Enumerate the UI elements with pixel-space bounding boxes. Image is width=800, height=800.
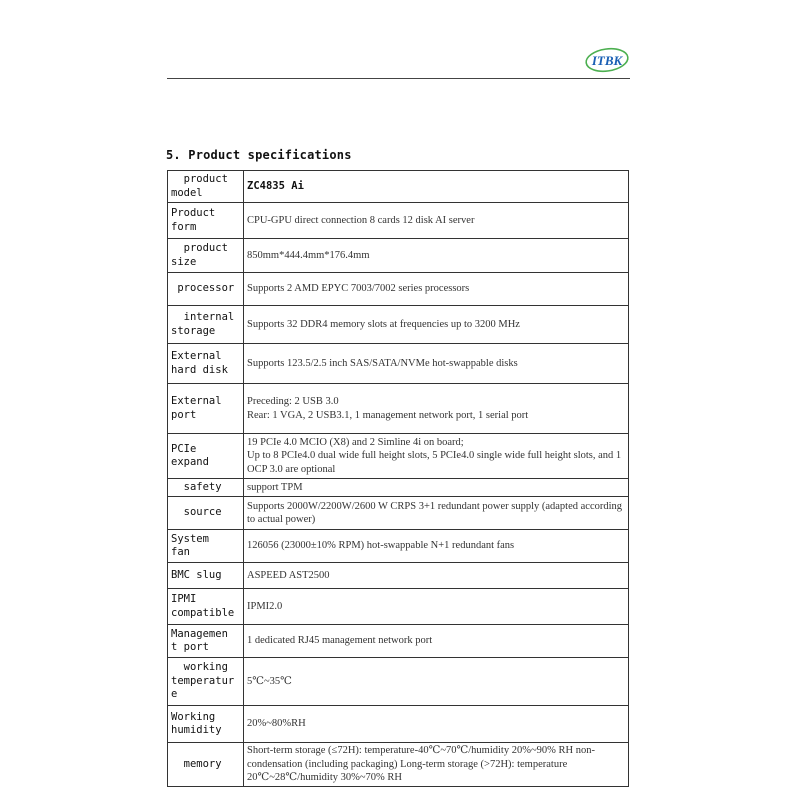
- spec-label: Product form: [168, 203, 244, 239]
- spec-label: product size: [168, 239, 244, 273]
- spec-row: [168, 743, 629, 787]
- spec-row: [168, 589, 629, 625]
- spec-label: memory: [168, 743, 244, 787]
- spec-value: 1 dedicated RJ45 management network port: [244, 625, 629, 658]
- spec-value: support TPM: [244, 479, 629, 497]
- spec-value: 19 PCIe 4.0 MCIO (X8) and 2 Simline 4i on board; Up to 8 PCIe4.0 dual wide full height slots, 5 PCIe4.0 single wide full height slots, and 1 OCP 3.0 are optional: [244, 434, 629, 479]
- spec-row: [168, 171, 629, 203]
- spec-label: Working humidity: [168, 706, 244, 743]
- spec-label: internal storage: [168, 306, 244, 344]
- spec-value: 850mm*444.4mm*176.4mm: [244, 239, 629, 273]
- spec-label: PCIe expand: [168, 434, 244, 479]
- spec-row: [168, 434, 629, 479]
- spec-label: processor: [168, 273, 244, 306]
- section-title: 5. Product specifications: [166, 148, 352, 162]
- spec-row: [168, 497, 629, 530]
- spec-row: [168, 563, 629, 589]
- spec-label: System fan: [168, 530, 244, 563]
- spec-value: 126056 (23000±10% RPM) hot-swappable N+1 redundant fans: [244, 530, 629, 563]
- spec-row: [168, 530, 629, 563]
- header-rule: [167, 78, 630, 79]
- spec-value: Supports 123.5/2.5 inch SAS/SATA/NVMe hot-swappable disks: [244, 344, 629, 384]
- spec-value: ASPEED AST2500: [244, 563, 629, 589]
- spec-row: [168, 344, 629, 384]
- specs-table: [167, 170, 629, 787]
- spec-row: [168, 479, 629, 497]
- spec-label: safety: [168, 479, 244, 497]
- spec-row: [168, 273, 629, 306]
- spec-value: 5℃~35℃: [244, 658, 629, 706]
- spec-label: source: [168, 497, 244, 530]
- spec-value: Supports 2000W/2200W/2600 W CRPS 3+1 redundant power supply (adapted according to actual power): [244, 497, 629, 530]
- spec-row: [168, 706, 629, 743]
- spec-label: Managemen t port: [168, 625, 244, 658]
- spec-row: [168, 625, 629, 658]
- spec-label: External hard disk: [168, 344, 244, 384]
- spec-value: Supports 2 AMD EPYC 7003/7002 series processors: [244, 273, 629, 306]
- spec-label: working temperatur e: [168, 658, 244, 706]
- spec-value: 20%~80%RH: [244, 706, 629, 743]
- spec-label: External port: [168, 384, 244, 434]
- spec-row: [168, 658, 629, 706]
- spec-label: IPMI compatible: [168, 589, 244, 625]
- spec-row: [168, 306, 629, 344]
- spec-value: Supports 32 DDR4 memory slots at frequencies up to 3200 MHz: [244, 306, 629, 344]
- spec-row: [168, 384, 629, 434]
- spec-label: product model: [168, 171, 244, 203]
- logo-text: ITBK: [591, 53, 623, 68]
- spec-row: [168, 239, 629, 273]
- spec-value: ZC4835 Ai: [244, 171, 629, 203]
- spec-value: Preceding: 2 USB 3.0 Rear: 1 VGA, 2 USB3.1, 1 management network port, 1 serial port: [244, 384, 629, 434]
- spec-value: IPMI2.0: [244, 589, 629, 625]
- spec-value: Short-term storage (≤72H): temperature-40℃~70℃/humidity 20%~90% RH non-condensation (including packaging) Long-term storage (>72H): temperature 20℃~28℃/humidity 30%~70% RH: [244, 743, 629, 787]
- spec-row: [168, 203, 629, 239]
- spec-value: CPU-GPU direct connection 8 cards 12 disk AI server: [244, 203, 629, 239]
- spec-label: BMC slug: [168, 563, 244, 589]
- itbk-logo: [584, 44, 630, 74]
